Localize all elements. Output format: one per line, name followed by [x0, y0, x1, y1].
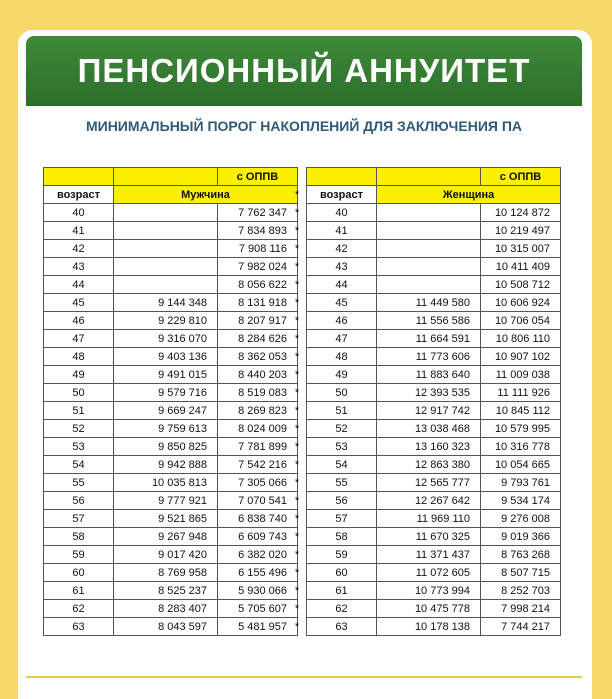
women-value-cell: 10 508 712	[481, 276, 561, 294]
women-table-row	[307, 384, 561, 402]
men-table-row	[44, 600, 298, 618]
women-age-cell: 51	[307, 402, 377, 420]
women-age-cell: 50	[307, 384, 377, 402]
men-with-oppv-cell: 8 043 597	[114, 618, 218, 636]
men-age-header: возраст	[44, 186, 114, 204]
star-mark: *	[294, 207, 300, 219]
women-value-cell: 8 763 268	[481, 546, 561, 564]
men-with-oppv-cell: 9 942 888	[114, 456, 218, 474]
women-with-oppv-cell: 11 449 580	[377, 294, 481, 312]
men-value-cell: 6 838 740	[218, 510, 298, 528]
women-value-cell: 10 124 872	[481, 204, 561, 222]
men-age-cell: 47	[44, 330, 114, 348]
star-mark: *	[294, 297, 300, 309]
men-with-oppv-cell: 9 403 136	[114, 348, 218, 366]
women-table-row	[307, 240, 561, 258]
men-table-row	[44, 294, 298, 312]
women-table-row	[307, 438, 561, 456]
star-mark: *	[294, 603, 300, 615]
women-header-row-2	[307, 186, 561, 204]
page-title: ПЕНСИОННЫЙ АННУИТЕТ	[77, 52, 531, 89]
men-table	[43, 167, 298, 636]
men-header-row-2	[44, 186, 298, 204]
men-table-row	[44, 312, 298, 330]
men-with-oppv-cell: 9 579 716	[114, 384, 218, 402]
women-value-cell: 7 744 217	[481, 618, 561, 636]
women-value-cell: 10 411 409	[481, 258, 561, 276]
men-value-cell: 5 930 066	[218, 582, 298, 600]
men-header-row-1	[44, 168, 298, 186]
men-with-oppv-cell: 8 283 407	[114, 600, 218, 618]
women-value-cell: 9 534 174	[481, 492, 561, 510]
men-with-oppv-cell: 8 769 958	[114, 564, 218, 582]
men-age-cell: 53	[44, 438, 114, 456]
star-mark: *	[294, 585, 300, 597]
women-value-cell: 10 907 102	[481, 348, 561, 366]
star-mark: *	[294, 243, 300, 255]
star-mark: *	[294, 423, 300, 435]
women-table-row	[307, 366, 561, 384]
men-value-cell: 8 207 917	[218, 312, 298, 330]
women-table-row	[307, 276, 561, 294]
women-table-row	[307, 474, 561, 492]
women-table-row	[307, 618, 561, 636]
star-mark: *	[294, 441, 300, 453]
women-with-oppv-cell: 11 664 591	[377, 330, 481, 348]
women-value-cell: 9 276 008	[481, 510, 561, 528]
star-mark: *	[294, 477, 300, 489]
star-mark: *	[294, 189, 300, 201]
women-with-oppv-cell: 11 670 325	[377, 528, 481, 546]
men-value-cell: 8 269 823	[218, 402, 298, 420]
women-with-oppv-cell: 11 371 437	[377, 546, 481, 564]
women-oppv-header: с ОППВ	[481, 168, 561, 186]
women-age-cell: 58	[307, 528, 377, 546]
men-age-cell: 41	[44, 222, 114, 240]
men-value-cell: 8 284 626	[218, 330, 298, 348]
star-mark: *	[294, 531, 300, 543]
star-mark: *	[294, 261, 300, 273]
men-table-row	[44, 348, 298, 366]
women-with-oppv-cell: 12 267 642	[377, 492, 481, 510]
women-with-oppv-cell: 11 773 606	[377, 348, 481, 366]
men-with-oppv-cell: 9 669 247	[114, 402, 218, 420]
star-mark: *	[294, 405, 300, 417]
star-mark: *	[294, 549, 300, 561]
star-mark: *	[294, 495, 300, 507]
men-age-cell: 44	[44, 276, 114, 294]
women-with-oppv-cell	[377, 240, 481, 258]
women-value-cell: 10 806 110	[481, 330, 561, 348]
women-table-row	[307, 402, 561, 420]
women-with-oppv-cell: 12 917 742	[377, 402, 481, 420]
women-with-oppv-cell: 11 072 605	[377, 564, 481, 582]
women-with-oppv-cell: 13 160 323	[377, 438, 481, 456]
men-with-oppv-cell: 9 777 921	[114, 492, 218, 510]
women-value-cell: 10 579 995	[481, 420, 561, 438]
men-table-row	[44, 474, 298, 492]
title-banner	[26, 36, 582, 106]
women-age-cell: 60	[307, 564, 377, 582]
women-table-row	[307, 222, 561, 240]
women-table-row	[307, 312, 561, 330]
women-table-row	[307, 204, 561, 222]
men-table-row	[44, 240, 298, 258]
men-value-cell: 6 609 743	[218, 528, 298, 546]
women-with-oppv-cell: 10 773 994	[377, 582, 481, 600]
men-with-oppv-cell: 9 850 825	[114, 438, 218, 456]
men-table-row	[44, 276, 298, 294]
men-age-cell: 59	[44, 546, 114, 564]
women-age-cell: 43	[307, 258, 377, 276]
men-table-row	[44, 258, 298, 276]
women-age-cell: 59	[307, 546, 377, 564]
women-with-oppv-cell	[377, 258, 481, 276]
men-with-oppv-cell	[114, 276, 218, 294]
women-with-oppv-cell: 11 556 586	[377, 312, 481, 330]
men-with-oppv-cell	[114, 258, 218, 276]
women-with-oppv-cell: 12 863 380	[377, 456, 481, 474]
women-table-row	[307, 456, 561, 474]
men-value-cell: 8 519 083	[218, 384, 298, 402]
men-header-blank-2	[114, 168, 218, 186]
women-value-cell: 10 316 778	[481, 438, 561, 456]
women-age-cell: 54	[307, 456, 377, 474]
men-table-row	[44, 330, 298, 348]
men-table-row	[44, 402, 298, 420]
men-age-cell: 62	[44, 600, 114, 618]
women-table	[306, 167, 561, 636]
men-age-cell: 43	[44, 258, 114, 276]
men-age-cell: 60	[44, 564, 114, 582]
men-value-cell: 7 908 116	[218, 240, 298, 258]
men-age-cell: 52	[44, 420, 114, 438]
women-table-row	[307, 258, 561, 276]
star-column	[289, 185, 305, 635]
men-age-cell: 54	[44, 456, 114, 474]
men-with-oppv-cell: 9 759 613	[114, 420, 218, 438]
men-table-row	[44, 492, 298, 510]
women-with-oppv-cell: 13 038 468	[377, 420, 481, 438]
men-value-cell: 6 155 496	[218, 564, 298, 582]
men-value-cell: 7 781 899	[218, 438, 298, 456]
women-value-cell: 8 507 715	[481, 564, 561, 582]
men-age-cell: 45	[44, 294, 114, 312]
women-with-oppv-cell: 12 393 535	[377, 384, 481, 402]
women-table-row	[307, 330, 561, 348]
men-table-row	[44, 456, 298, 474]
men-with-oppv-cell: 9 229 810	[114, 312, 218, 330]
men-table-row	[44, 384, 298, 402]
men-age-cell: 55	[44, 474, 114, 492]
men-value-cell: 5 705 607	[218, 600, 298, 618]
star-mark: *	[294, 459, 300, 471]
star-mark: *	[294, 279, 300, 291]
men-table-row	[44, 438, 298, 456]
men-value-cell: 7 762 347	[218, 204, 298, 222]
men-oppv-header: с ОППВ	[218, 168, 298, 186]
women-with-oppv-cell: 10 178 138	[377, 618, 481, 636]
men-age-cell: 56	[44, 492, 114, 510]
men-with-oppv-cell	[114, 222, 218, 240]
men-gender-header: Мужчина	[114, 186, 298, 204]
women-table-row	[307, 294, 561, 312]
women-age-cell: 55	[307, 474, 377, 492]
women-age-cell: 45	[307, 294, 377, 312]
star-mark: *	[294, 351, 300, 363]
women-table-row	[307, 348, 561, 366]
men-age-cell: 58	[44, 528, 114, 546]
men-table-row	[44, 528, 298, 546]
men-age-cell: 42	[44, 240, 114, 258]
men-with-oppv-cell: 8 525 237	[114, 582, 218, 600]
men-age-cell: 49	[44, 366, 114, 384]
women-table-row	[307, 528, 561, 546]
men-age-cell: 46	[44, 312, 114, 330]
women-value-cell: 10 845 112	[481, 402, 561, 420]
women-table-row	[307, 600, 561, 618]
women-age-cell: 57	[307, 510, 377, 528]
women-with-oppv-cell	[377, 222, 481, 240]
bottom-divider	[26, 676, 582, 678]
men-age-cell: 51	[44, 402, 114, 420]
women-age-cell: 49	[307, 366, 377, 384]
men-with-oppv-cell	[114, 204, 218, 222]
women-header-row-1	[307, 168, 561, 186]
men-with-oppv-cell: 9 017 420	[114, 546, 218, 564]
star-mark: *	[294, 225, 300, 237]
men-value-cell: 7 070 541	[218, 492, 298, 510]
men-value-cell: 8 131 918	[218, 294, 298, 312]
star-mark: *	[294, 621, 300, 633]
women-age-cell: 42	[307, 240, 377, 258]
women-header-blank-2	[377, 168, 481, 186]
men-table-row	[44, 546, 298, 564]
women-age-cell: 40	[307, 204, 377, 222]
star-mark: *	[294, 567, 300, 579]
men-value-cell: 8 024 009	[218, 420, 298, 438]
men-value-cell: 6 382 020	[218, 546, 298, 564]
men-table-row	[44, 564, 298, 582]
men-value-cell: 8 362 053	[218, 348, 298, 366]
men-table-row	[44, 582, 298, 600]
women-value-cell: 11 111 926	[481, 384, 561, 402]
women-value-cell: 10 606 924	[481, 294, 561, 312]
star-mark: *	[294, 369, 300, 381]
women-table-row	[307, 582, 561, 600]
women-table-row	[307, 546, 561, 564]
men-age-cell: 61	[44, 582, 114, 600]
men-table-row	[44, 204, 298, 222]
women-age-cell: 53	[307, 438, 377, 456]
men-value-cell: 8 440 203	[218, 366, 298, 384]
women-with-oppv-cell: 11 969 110	[377, 510, 481, 528]
men-table-row	[44, 618, 298, 636]
men-age-cell: 40	[44, 204, 114, 222]
women-age-cell: 62	[307, 600, 377, 618]
men-with-oppv-cell	[114, 240, 218, 258]
women-age-cell: 41	[307, 222, 377, 240]
women-header-blank-1	[307, 168, 377, 186]
men-value-cell: 5 481 957	[218, 618, 298, 636]
star-mark: *	[294, 315, 300, 327]
women-age-cell: 61	[307, 582, 377, 600]
women-value-cell: 8 252 703	[481, 582, 561, 600]
women-age-header: возраст	[307, 186, 377, 204]
men-table-row	[44, 510, 298, 528]
women-value-cell: 10 315 007	[481, 240, 561, 258]
women-value-cell: 7 998 214	[481, 600, 561, 618]
women-value-cell: 9 793 761	[481, 474, 561, 492]
women-age-cell: 47	[307, 330, 377, 348]
men-table-row	[44, 420, 298, 438]
men-with-oppv-cell: 9 521 865	[114, 510, 218, 528]
men-with-oppv-cell: 9 316 070	[114, 330, 218, 348]
women-with-oppv-cell	[377, 204, 481, 222]
men-header-blank-1	[44, 168, 114, 186]
women-value-cell: 11 009 038	[481, 366, 561, 384]
star-mark: *	[294, 513, 300, 525]
women-gender-header: Женщина	[377, 186, 561, 204]
men-with-oppv-cell: 9 144 348	[114, 294, 218, 312]
women-with-oppv-cell	[377, 276, 481, 294]
men-age-cell: 63	[44, 618, 114, 636]
men-with-oppv-cell: 10 035 813	[114, 474, 218, 492]
men-age-cell: 48	[44, 348, 114, 366]
men-with-oppv-cell: 9 267 948	[114, 528, 218, 546]
men-value-cell: 7 834 893	[218, 222, 298, 240]
women-table-row	[307, 492, 561, 510]
men-value-cell: 7 982 024	[218, 258, 298, 276]
men-table-row	[44, 366, 298, 384]
women-table-row	[307, 510, 561, 528]
women-age-cell: 46	[307, 312, 377, 330]
women-age-cell: 63	[307, 618, 377, 636]
women-value-cell: 10 054 665	[481, 456, 561, 474]
women-age-cell: 44	[307, 276, 377, 294]
women-value-cell: 10 219 497	[481, 222, 561, 240]
star-mark: *	[294, 333, 300, 345]
women-age-cell: 56	[307, 492, 377, 510]
men-value-cell: 7 305 066	[218, 474, 298, 492]
women-table-row	[307, 564, 561, 582]
men-with-oppv-cell: 9 491 015	[114, 366, 218, 384]
women-with-oppv-cell: 12 565 777	[377, 474, 481, 492]
women-with-oppv-cell: 11 883 640	[377, 366, 481, 384]
women-value-cell: 10 706 054	[481, 312, 561, 330]
men-value-cell: 7 542 216	[218, 456, 298, 474]
star-mark: *	[294, 387, 300, 399]
men-value-cell: 8 056 622	[218, 276, 298, 294]
page-subtitle: МИНИМАЛЬНЫЙ ПОРОГ НАКОПЛЕНИЙ ДЛЯ ЗАКЛЮЧЕНИЯ ПА	[85, 118, 523, 134]
women-age-cell: 52	[307, 420, 377, 438]
women-age-cell: 48	[307, 348, 377, 366]
men-age-cell: 57	[44, 510, 114, 528]
women-value-cell: 9 019 366	[481, 528, 561, 546]
men-age-cell: 50	[44, 384, 114, 402]
women-with-oppv-cell: 10 475 778	[377, 600, 481, 618]
men-table-row	[44, 222, 298, 240]
women-table-row	[307, 420, 561, 438]
